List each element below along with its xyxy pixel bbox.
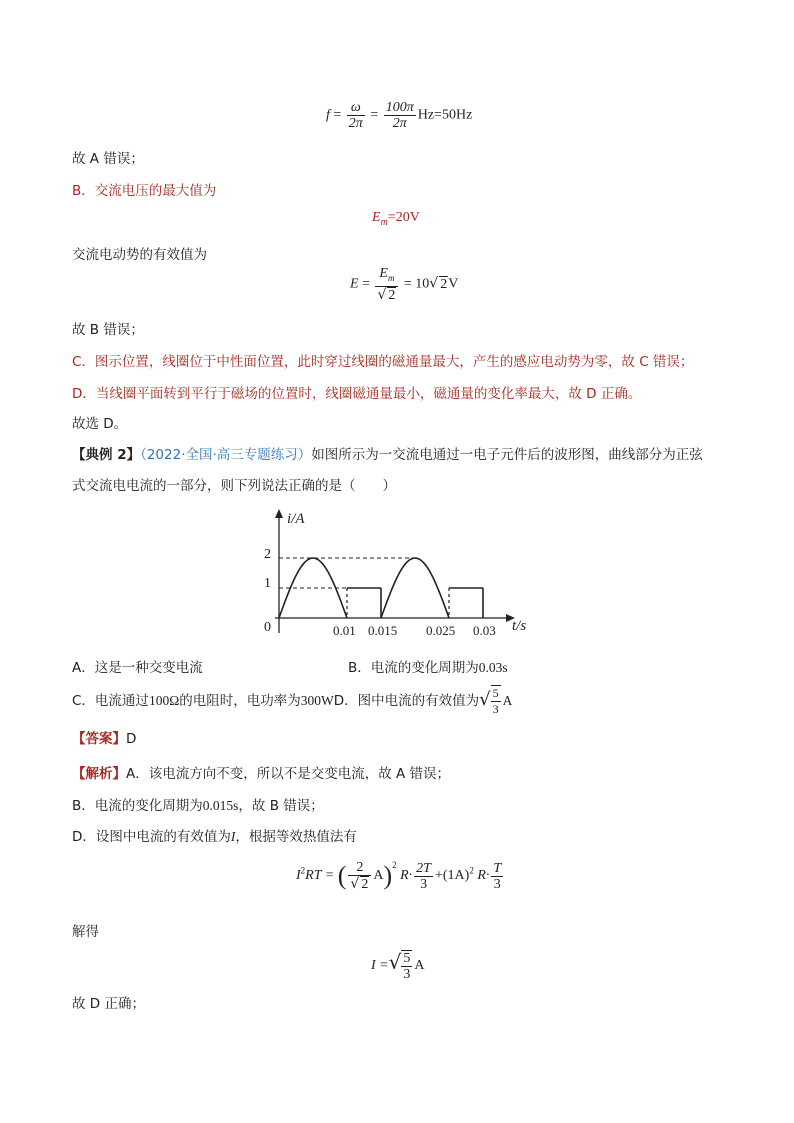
eq-f-den2: 2π bbox=[392, 116, 407, 131]
emax-value: =20V bbox=[387, 210, 420, 225]
sqrt-icon: √ bbox=[350, 876, 360, 892]
analysis-b-line bbox=[72, 794, 324, 814]
text-c-explanation: C．图示位置，线圈位于中性面位置，此时穿过线圈的磁通量最大，产生的感应电动势为零，故 C 错误； bbox=[72, 354, 694, 370]
option-c-d-line bbox=[72, 685, 512, 717]
option-c-value2: 300W bbox=[300, 693, 334, 708]
eq-heat-f1-num: 2 bbox=[348, 860, 371, 876]
text-choose: 故选 D。 bbox=[72, 416, 128, 432]
emax-sub: m bbox=[380, 216, 388, 228]
analysis-label: 【解析】 bbox=[72, 766, 126, 782]
eq-e-num-sub: m bbox=[387, 272, 395, 283]
eq-f-num1: ω bbox=[347, 100, 365, 116]
eq-i-den: 3 bbox=[403, 967, 411, 982]
eq-heat-r1: R· bbox=[400, 868, 413, 884]
text-b-intro: B．交流电压的最大值为 bbox=[72, 183, 217, 199]
waveform-layer bbox=[279, 558, 483, 618]
sqrt-icon: √ bbox=[479, 689, 491, 710]
eq-f-tail: Hz=50Hz bbox=[417, 107, 473, 123]
analysis-a-line bbox=[72, 762, 450, 782]
analysis-solve: 解得 bbox=[72, 924, 99, 940]
example-source: （2022·全国·高三专题练习） bbox=[140, 447, 312, 463]
eq-heat-paren2: (1A) bbox=[442, 868, 470, 884]
eq-heat-plus: + bbox=[434, 868, 443, 884]
eq-heat-f1-den: 2 bbox=[361, 877, 369, 892]
sqrt-icon: √ bbox=[388, 950, 402, 975]
eq-i-num: 5 bbox=[403, 951, 411, 966]
analysis-d-post: ，根据等效热值法有 bbox=[235, 829, 357, 845]
x-tick-label: 0.01 bbox=[333, 623, 356, 638]
y-axis-arrow bbox=[275, 509, 283, 518]
analysis-d-pre: D．设图中电流的有效值为 bbox=[72, 829, 231, 845]
analysis-d-right: 故 D 正确； bbox=[72, 996, 145, 1012]
eq-f-num2: 100π bbox=[385, 100, 414, 115]
eq-heat-r2: R· bbox=[477, 868, 490, 884]
analysis-d-var: I bbox=[230, 829, 236, 844]
eq-e-num: E bbox=[379, 266, 388, 281]
option-c-value1: 100Ω bbox=[148, 693, 180, 708]
eq-heat-f2-den: 3 bbox=[420, 876, 428, 892]
example-question-line2: 式交流电电流的一部分，则下列说法正确的是（ ） bbox=[72, 478, 396, 494]
eq-e-den: 2 bbox=[388, 287, 396, 303]
analysis-d-line bbox=[72, 825, 357, 845]
analysis-b-pre: B．电流的变化周期为 bbox=[72, 798, 203, 814]
eq-i-unit: A bbox=[414, 958, 425, 974]
eq-i-lhs: I = bbox=[371, 958, 389, 974]
option-c-mid: 的电阻时，电功率为 bbox=[179, 693, 301, 709]
analysis-b-value: 0.015s bbox=[202, 798, 239, 813]
option-d-pre: D．图中电流的有效值为 bbox=[333, 693, 480, 709]
equation-effective-emf: E = $\frac{E_m}{√ 2}$ = 10√ 2V bbox=[350, 266, 459, 303]
option-d-den: 3 bbox=[492, 702, 499, 716]
eq-heat-lhs-sup: 2 bbox=[300, 865, 306, 876]
eq-e-rhs-unit: V bbox=[448, 276, 459, 292]
sqrt-icon: √ bbox=[377, 286, 387, 303]
sqrt-icon: √ bbox=[429, 275, 439, 292]
x-tick-label: 0.015 bbox=[368, 623, 398, 638]
eq-heat-sq2: 2 bbox=[469, 865, 474, 876]
sine-half-curve bbox=[381, 558, 449, 618]
eq-f-lhs: f bbox=[326, 107, 330, 123]
answer-label: 【答案】 bbox=[72, 731, 126, 747]
eq-e-rhs-root: 2 bbox=[440, 276, 448, 292]
equation-result bbox=[371, 950, 424, 982]
example-tag: 【典例 2】 bbox=[72, 447, 141, 463]
option-d-num: 5 bbox=[492, 686, 499, 700]
eq-e-lhs: E bbox=[350, 276, 359, 292]
y-tick-label: 2 bbox=[264, 547, 271, 562]
eq-e-rhs-pre: = 10 bbox=[403, 276, 430, 292]
equation-frequency: f = $\frac{\omega}{2\pi}$ = $\frac{100\pi}{2\pi}$ Hz=50Hz bbox=[326, 100, 473, 131]
eq-heat-unit: A bbox=[373, 868, 384, 884]
option-b bbox=[348, 656, 508, 676]
x-tick-label: 0.03 bbox=[473, 623, 496, 638]
analysis-a-text: A．该电流方向不变，所以不是交变电流，故 A 错误； bbox=[126, 766, 451, 782]
eq-heat-lhs-tail: RT = bbox=[305, 868, 335, 884]
option-b-value: 0.03s bbox=[478, 660, 508, 675]
equation-emax bbox=[372, 210, 420, 228]
y-tick-label: 1 bbox=[264, 576, 271, 591]
eq-heat-sq: 2 bbox=[392, 860, 397, 870]
analysis-b-post: ，故 B 错误； bbox=[238, 798, 324, 814]
waveform-graph bbox=[255, 505, 545, 645]
example-q-line1: 如图所示为一交流电通过一电子元件后的波形图，曲线部分为正弦 bbox=[311, 447, 703, 463]
text-a-wrong: 故 A 错误； bbox=[72, 151, 144, 167]
text-b-wrong: 故 B 错误； bbox=[72, 322, 144, 338]
eq-heat-f3-den: 3 bbox=[493, 876, 501, 892]
example-question-line1 bbox=[72, 443, 703, 463]
option-c-pre: C．电流通过 bbox=[72, 693, 149, 709]
y-axis-label: i/A bbox=[287, 511, 305, 527]
eq-heat-f2-num: 2T bbox=[416, 860, 431, 876]
eq-f-den1: 2π bbox=[348, 116, 363, 131]
text-eff-intro: 交流电动势的有效值为 bbox=[72, 247, 207, 263]
option-d-unit: A bbox=[502, 693, 513, 708]
x-axis-label: t/s bbox=[512, 618, 527, 634]
equation-heat: $I^2RT$ = ( $\frac{2}{√ 2}$ A)$^2$ R· $\frac{2T}{3}$ $+(1A)^2$ R· $\frac{T}{3}$ bbox=[296, 860, 502, 892]
origin-label: 0 bbox=[264, 620, 271, 635]
option-b-pre: B．电流的变化周期为 bbox=[348, 660, 479, 676]
eq-heat-lhs: I bbox=[296, 868, 301, 884]
option-a: A．这是一种交变电流 bbox=[72, 660, 203, 676]
eq-heat-f3-num: T bbox=[493, 860, 502, 876]
answer-value: D bbox=[126, 731, 137, 747]
x-tick-label: 0.025 bbox=[426, 623, 456, 638]
answer-line bbox=[72, 727, 136, 747]
text-d-explanation: D．当线圈平面转到平行于磁场的位置时，线圈磁通量最小，磁通量的变化率最大，故 D 正确。 bbox=[72, 386, 642, 402]
emax-symbol: E bbox=[372, 210, 381, 225]
